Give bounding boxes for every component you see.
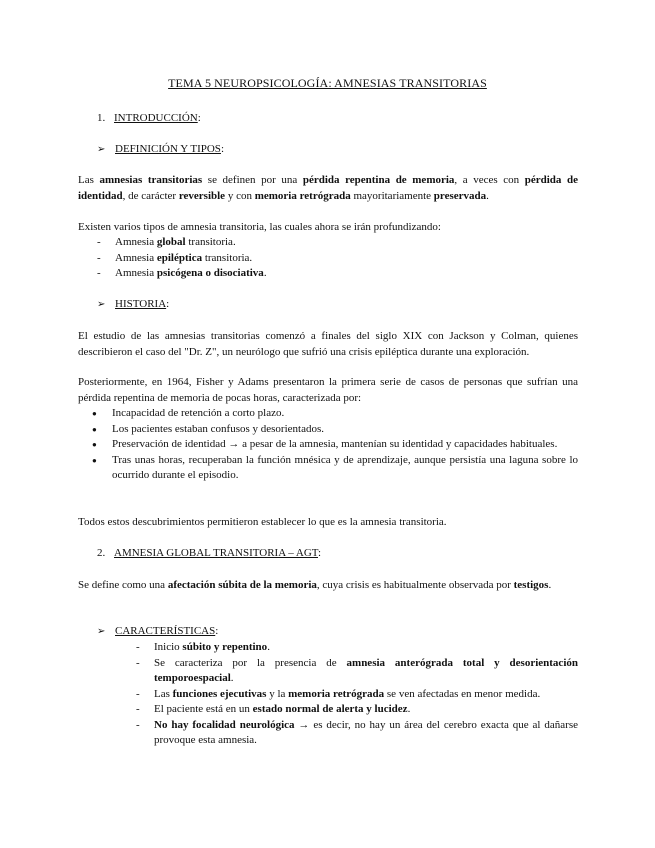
page-title: TEMA 5 NEUROPSICOLOGÍA: AMNESIAS TRANSITORIAS (168, 76, 487, 90)
history-bullets (78, 406, 578, 484)
subheading-colon: : (215, 625, 219, 637)
section-label: AMNESIA GLOBAL TRANSITORIA – AGT (114, 547, 318, 559)
arrow-bullet-icon: ➢ (97, 299, 106, 310)
list-item: - Las funciones ejecutivas y la memoria retrógrada se ven afectadas en menor medida. (136, 687, 578, 703)
arrow-bullet-icon: ➢ (97, 626, 106, 637)
section-colon: : (197, 112, 201, 124)
list-item: - Amnesia epiléptica transitoria. (97, 251, 577, 267)
list-item: - No hay focalidad neurológica → es decir, no hay un área del cerebro exacta que al dañarse provoque esta amnesia. (136, 718, 578, 749)
section-label: INTRODUCCIÓN (114, 112, 198, 124)
list-item: - Inicio súbito y repentino. (136, 640, 578, 656)
subheading-caracteristicas (97, 624, 218, 640)
subheading-colon: : (166, 298, 170, 310)
list-item: - Amnesia global transitoria. (97, 235, 577, 251)
subheading-label: CARACTERÍSTICAS (115, 625, 216, 637)
list-item: - Se caracteriza por la presencia de amnesia anterógrada total y desorientación temporoespacial. (136, 656, 578, 687)
subheading-colon: : (220, 143, 224, 155)
section-colon: : (317, 547, 322, 559)
characteristics-list (136, 640, 578, 749)
list-item: ● Incapacidad de retención a corto plazo. (78, 406, 578, 422)
section-heading-agt (97, 546, 321, 562)
history-paragraph-3: Todos estos descubrimientos permitieron establecer lo que es la amnesia transitoria. (78, 516, 447, 528)
history-paragraph-2: Posteriormente, en 1964, Fisher y Adams presentaron la primera serie de casos de personas que sufrían una pérdida repentina de memoria de pocas horas, caracterizada por: (78, 376, 578, 404)
list-item: - El paciente está en un estado normal de alerta y lucidez. (136, 702, 578, 718)
subheading-label: HISTORIA (115, 298, 167, 310)
section-number: 1. (97, 112, 106, 124)
agt-paragraph: Se define como una afectación súbita de la memoria, cuya crisis es habitualmente observada por testigos. (78, 579, 552, 591)
subheading-definicion (97, 142, 224, 158)
history-paragraph-1: El estudio de las amnesias transitorias comenzó a finales del siglo XIX con Jackson y Colman, quienes describieron el caso del "Dr. Z", un neurólogo que sufrió una crisis epiléptica durante una exploración. (78, 330, 578, 358)
subheading-label: DEFINICIÓN Y TIPOS (115, 143, 221, 155)
types-list (97, 235, 577, 282)
definition-paragraph: Las amnesias transitorias se definen por una pérdida repentina de memoria, a veces con pérdida de identidad, de carácter reversible y con memoria retrógrada mayoritariamente preservada. (78, 174, 578, 202)
section-heading-introduccion (97, 111, 201, 127)
types-intro: Existen varios tipos de amnesia transitoria, las cuales ahora se irán profundizando: (78, 221, 441, 233)
list-item: ● Los pacientes estaban confusos y desorientados. (78, 422, 578, 438)
arrow-bullet-icon: ➢ (97, 144, 106, 155)
list-item: ● Preservación de identidad → a pesar de la amnesia, mantenían su identidad y capacidades habituales. (78, 437, 578, 453)
list-item: ● Tras unas horas, recuperaban la función mnésica y de aprendizaje, aunque persistía una laguna sobre lo ocurrido durante el episodio. (78, 453, 578, 484)
list-item: - Amnesia psicógena o disociativa. (97, 266, 577, 282)
section-number: 2. (97, 547, 106, 559)
subheading-historia (97, 297, 169, 313)
